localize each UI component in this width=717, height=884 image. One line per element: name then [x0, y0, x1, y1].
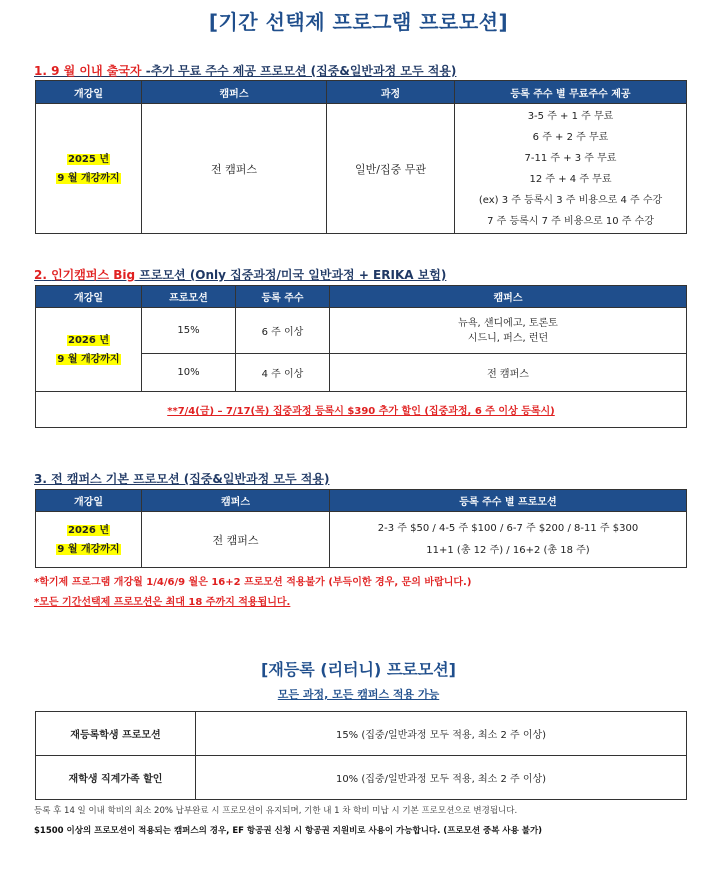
section3-table: [35, 489, 687, 568]
section3-start-cell: [36, 512, 142, 568]
section1-start-cell: [36, 104, 142, 234]
reentry-table: [35, 711, 687, 800]
reentry-row1-value: 15% (집중/일반과정 모두 적용, 최소 2 주 이상): [196, 712, 687, 756]
page-title: [기간 선택제 프로그램 프로모션]: [208, 10, 509, 34]
section2-header-weeks: 등록 주수: [236, 286, 330, 308]
section1-header-course: 과정: [327, 81, 455, 104]
section2-row2-campus: 전 캠퍼스: [330, 354, 687, 392]
section2-header-promo: 프로모션: [142, 286, 236, 308]
section3-campus: 전 캠퍼스: [142, 512, 330, 568]
section3-start-month: 9 월 개강까지: [57, 543, 120, 555]
section1-heading-prefix: 1. 9 월 이내 출국자: [34, 64, 142, 78]
section2-start-month: 9 월 개강까지: [57, 353, 120, 365]
section2-note: **7/4(금) – 7/17(목) 집중과정 등록시 $390 추가 할인 (집중과정, 6 주 이상 등록시): [36, 392, 687, 428]
section1-table: [35, 80, 687, 234]
section3-header-promo: 등록 주수 별 프로모션: [330, 490, 687, 512]
section2-heading-highlight: 인기캠퍼스 Big: [51, 268, 136, 282]
section1-course: 일반/집중 무관: [327, 104, 455, 234]
free-week-item: 6 주 + 2 주 무료: [532, 131, 609, 143]
section2-start-year: 2026 년: [68, 334, 109, 346]
section3-promo-line2: 11+1 (총 12 주) / 16+2 (총 18 주): [426, 544, 590, 556]
section3-start-year: 2026 년: [68, 524, 109, 536]
section2-row1-weeks: 6 주 이상: [236, 308, 330, 354]
section3-promo-line1: 2-3 주 $50 / 4-5 주 $100 / 6-7 주 $200 / 8-11 주 $300: [377, 522, 639, 534]
section2-header-campus: 캠퍼스: [330, 286, 687, 308]
free-week-item: 7-11 주 + 3 주 무료: [524, 152, 617, 164]
section2-row1-campus-line2: 시드니, 퍼스, 런던: [467, 332, 549, 344]
free-week-example: (ex) 3 주 등록시 3 주 비용으로 4 주 수강: [478, 194, 663, 206]
section1-heading-rest: -추가 무료 주수 제공 프로모션 (집중&일반과정 모두 적용): [141, 64, 457, 78]
section1-campus: 전 캠퍼스: [142, 104, 327, 234]
free-week-example: 7 주 등록시 7 주 비용으로 10 주 수강: [487, 215, 654, 227]
section3-heading: 3. 전 캠퍼스 기본 프로모션 (집중&일반과정 모두 적용): [34, 472, 330, 486]
section1-start-year: 2025 년: [68, 153, 109, 165]
section2-row2-weeks: 4 주 이상: [236, 354, 330, 392]
section2-table: [35, 285, 687, 428]
section2-heading: [34, 266, 446, 283]
reentry-row2-label: 재학생 직계가족 할인: [36, 756, 196, 800]
free-week-item: 12 주 + 4 주 무료: [529, 173, 612, 185]
section3-note2: *모든 기간선택제 프로모션은 최대 18 주까지 적용됩니다.: [34, 597, 291, 608]
section2-heading-rest: 프로모션 (Only 집중과정/미국 일반과정 + ERIKA 보험): [135, 268, 447, 282]
reentry-subtitle: 모든 과정, 모든 캠퍼스 적용 가능: [277, 688, 440, 701]
free-week-item: 3-5 주 + 1 주 무료: [527, 110, 614, 122]
section2-header-start: 개강일: [36, 286, 142, 308]
section1-header-start: 개강일: [36, 81, 142, 104]
section2-heading-num: 2.: [34, 268, 52, 282]
section3-note1: *학기제 프로그램 개강월 1/4/6/9 월은 16+2 프로모션 적용불가 (부득이한 경우, 문의 바랍니다.): [34, 577, 472, 588]
reentry-title: [재등록 (리터니) 프로모션]: [261, 660, 456, 679]
section2-row1-promo: 15%: [142, 308, 236, 354]
section1-header-free-weeks: 등록 주수 별 무료주수 제공: [455, 81, 687, 104]
section2-row1-campus-line1: 뉴욕, 샌디에고, 토론토: [458, 317, 558, 329]
reentry-row1-label: 재등록학생 프로모션: [36, 712, 196, 756]
reentry-footnote1: 등록 후 14 일 이내 학비의 최소 20% 납부완료 시 프로모션이 유지되며, 기한 내 1 차 학비 미납 시 기본 프로모션으로 변경됩니다.: [34, 806, 518, 816]
section1-heading: [34, 62, 456, 79]
section3-header-campus: 캠퍼스: [142, 490, 330, 512]
reentry-row2-value: 10% (집중/일반과정 모두 적용, 최소 2 주 이상): [196, 756, 687, 800]
section3-header-start: 개강일: [36, 490, 142, 512]
section2-row2-promo: 10%: [142, 354, 236, 392]
reentry-footnote2: $1500 이상의 프로모션이 적용되는 캠퍼스의 경우, EF 항공권 신청 시 항공권 지원비로 사용이 가능합니다. (프로모션 중복 사용 불가): [34, 826, 543, 836]
section1-header-campus: 캠퍼스: [142, 81, 327, 104]
section2-start-cell: [36, 308, 142, 392]
section3-promo-cell: [330, 512, 687, 568]
section1-free-weeks-cell: [455, 104, 687, 234]
section1-start-month: 9 월 개강까지: [57, 172, 120, 184]
section2-row1-campus: [330, 308, 687, 354]
